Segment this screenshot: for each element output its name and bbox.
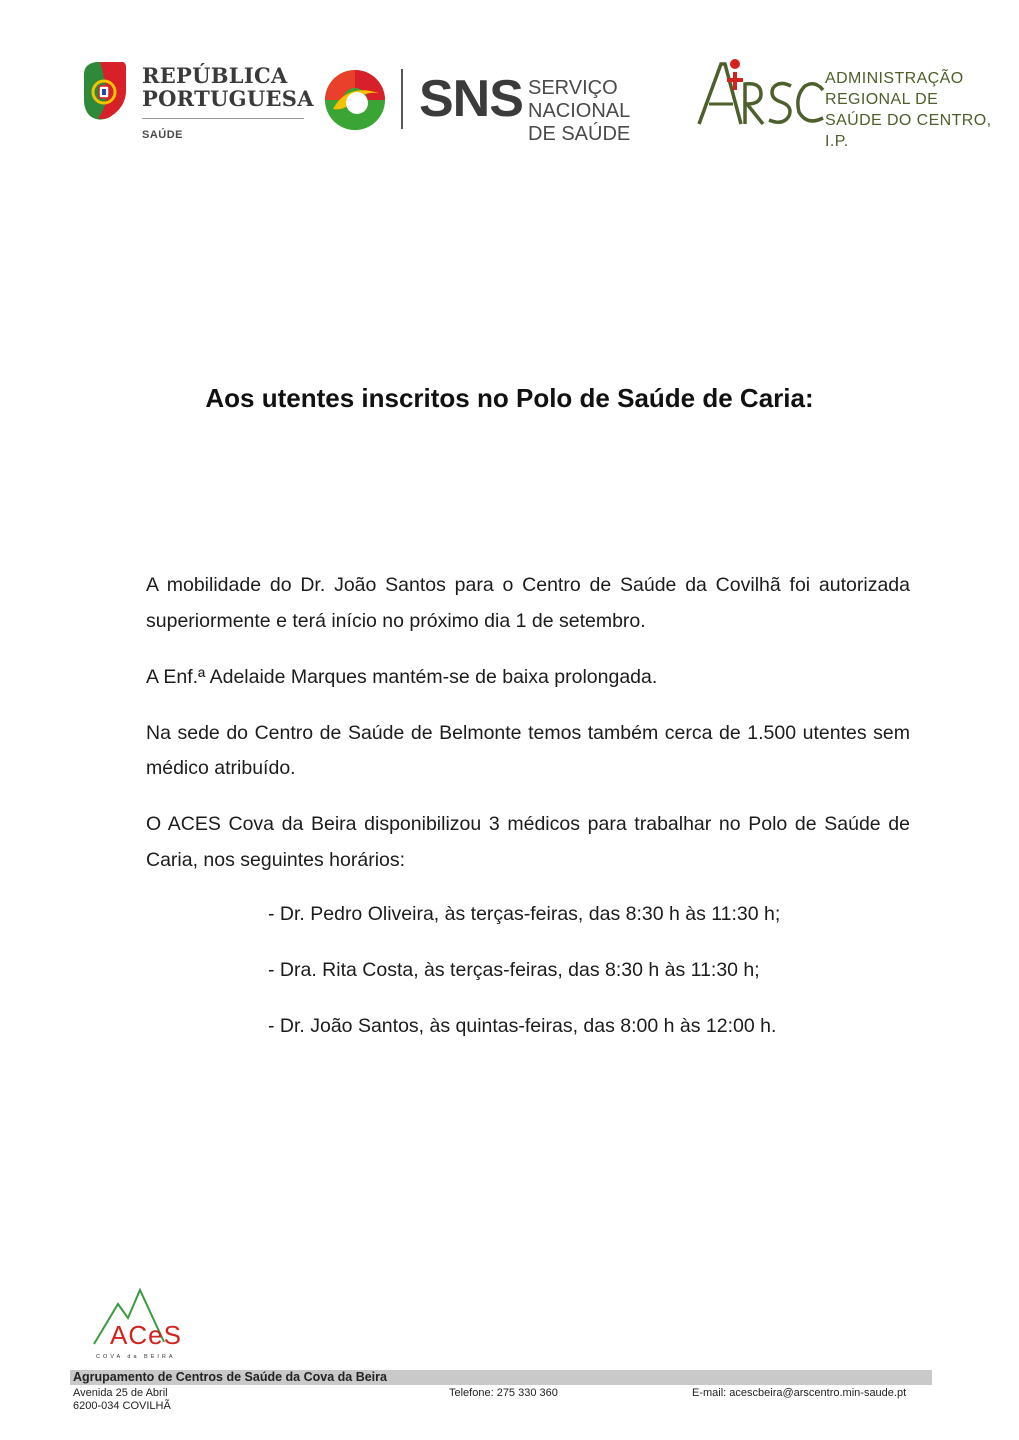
sns-full-name [528, 77, 695, 146]
aces-logo-subtext: COVA da BEIRA [96, 1354, 176, 1360]
arsc-full-name [825, 68, 1005, 152]
aces-logo-text: ACeS [110, 1320, 182, 1350]
portugal-emblem-icon [82, 60, 128, 122]
republica-line2: PORTUGUESA [142, 86, 314, 111]
arsc-line3: SAÚDE DO CENTRO, I.P. [825, 112, 992, 150]
republica-portuguesa-logo [82, 60, 312, 150]
schedule-item: - Dra. Rita Costa, às terças-feiras, das 8:30 h às 11:30 h; [268, 959, 760, 981]
footer-address-line2: 6200-034 COVILHÃ [73, 1400, 171, 1412]
schedule-item: - Dr. Pedro Oliveira, às terças-feiras, das 8:30 h às 11:30 h; [268, 903, 781, 925]
paragraph: A Enf.ª Adelaide Marques mantém-se de baixa prolongada. [146, 665, 658, 688]
paragraph: O ACES Cova da Beira disponibilizou 3 médicos para trabalhar no Polo de Saúde de Caria, nos seguintes horários: [146, 813, 910, 871]
sns-swirl-icon [323, 69, 387, 131]
aces-logo [88, 1284, 198, 1362]
arsc-line1: ADMINISTRAÇÃO [825, 70, 964, 87]
sns-line1: SERVIÇO NACIONAL [528, 77, 631, 122]
arsc-mark-icon [695, 56, 825, 130]
footer-email: E-mail: acescbeira@arscentro.min-saude.pt [692, 1387, 907, 1399]
paragraph: A mobilidade do Dr. João Santos para o Centro de Saúde da Covilhã foi autorizada superiormente e terá início no próximo dia 1 de setembro. [146, 574, 910, 632]
footer-phone: Telefone: 275 330 360 [449, 1387, 558, 1399]
arsc-line2: REGIONAL DE [825, 91, 939, 108]
arsc-logo [695, 56, 1005, 150]
sns-line2: DE SAÚDE [528, 123, 631, 145]
document-body [146, 568, 910, 899]
schedule-item: - Dr. João Santos, às quintas-feiras, das 8:00 h às 12:00 h. [268, 1015, 777, 1037]
republica-divider [142, 118, 304, 119]
footer-address-line1: Avenida 25 de Abril [73, 1387, 168, 1399]
sns-divider [401, 69, 403, 129]
sns-acronym: SNS [419, 70, 523, 128]
schedule-list [268, 897, 908, 1065]
footer-organization: Agrupamento de Centros de Saúde da Cova da Beira [73, 1370, 387, 1384]
republica-sub-label: SAÚDE [142, 129, 184, 141]
sns-logo [323, 67, 695, 145]
footer-address [73, 1387, 171, 1413]
republica-line1: REPÚBLICA [142, 63, 288, 88]
document-title: Aos utentes inscritos no Polo de Saúde de Caria: [205, 383, 814, 413]
paragraph: Na sede do Centro de Saúde de Belmonte temos também cerca de 1.500 utentes sem médico atribuído. [146, 721, 910, 779]
republica-portuguesa-wordmark [142, 64, 314, 110]
